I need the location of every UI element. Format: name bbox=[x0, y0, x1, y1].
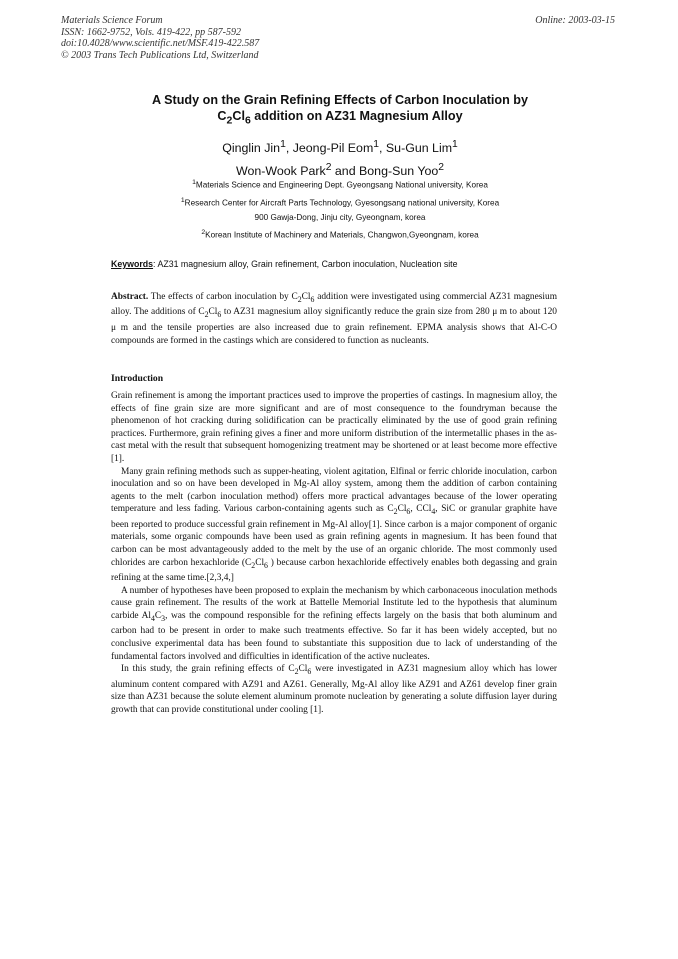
affiliation-4: $^2$Korean Institute of Machinery and Materials, Changwon,Gyeongnam, korea bbox=[201, 228, 479, 240]
affiliation-3: 900 Gawja-Dong, Jinju city, Gyeongnam, korea bbox=[254, 213, 426, 223]
author-list bbox=[90, 135, 590, 181]
intro-paragraph-4: In this study, the grain refining effects of $C_2Cl_6$ were investigated in AZ31 magnesium alloy which has lower aluminum content compared with AZ91 and AZ61. Generally, Mg-Al alloy like AZ91 and AZ61 develop finer grain size than AZ31 because the solute element aluminum promote nucleation by generating a solute diffusion layer during growth that can provide constitutional under cooling [1]. bbox=[111, 664, 557, 715]
introduction-heading: Introduction bbox=[111, 373, 164, 384]
keywords bbox=[111, 258, 566, 270]
copyright-line: © 2003 Trans Tech Publications Ltd, Switzerland bbox=[61, 49, 259, 61]
affiliation-2: $^1$Research Center for Aircraft Parts Technology, Gyesongsang national university, Korea bbox=[180, 196, 500, 208]
title-line-2: $C_2Cl_6$ addition on AZ31 Magnesium Alloy bbox=[217, 109, 463, 127]
introduction-body bbox=[111, 390, 557, 716]
intro-paragraph-1: Grain refinement is among the important practices used to improve the properties of castings. In magnesium alloy, the effects of fine grain size are more significant and are of most consequence to the foundryman because the phenomenon of hot cracking during solidification can be practically eliminated by the use of good grain refining practices. Furthermore, grain refining gives a finer and more uniform distribution of the intermetallic phases in the as-cast metal with the result that subsequent homogenizing treatment may be shortened or at least become more effective [1]. bbox=[111, 391, 557, 464]
affiliations bbox=[80, 176, 600, 243]
journal-name: Materials Science Forum bbox=[61, 15, 163, 26]
doi-line: doi:10.4028/www.scientific.net/MSF.419-422.587 bbox=[61, 38, 260, 49]
title-line-1: A Study on the Grain Refining Effects of Carbon Inoculation by bbox=[152, 93, 528, 107]
online-date: Online: 2003-03-15 bbox=[535, 15, 615, 26]
intro-paragraph-3: A number of hypotheses have been proposed to explain the mechanism by which carbonaceous inoculation methods cause grain refinement. The results of the work at Battelle Memorial Institute led to the hypothesis that aluminum carbide $Al_4C_3$, was the compound responsible for the refining effects largely on the basis that both aluminum and carbon had to be present in order to make such treatments effective. So far it has been widely accepted, but no conclusive experimental data has been found to substantiate this supposition due to lack of understanding of the fundamental factors involved and difficulties in identification of the active nucleates. bbox=[111, 585, 557, 662]
paper-title bbox=[90, 92, 590, 129]
authors-line-2: Won-Wook Park$^2$ and Bong-Sun Yoo$^2$ bbox=[235, 162, 445, 179]
keywords-label: Keywords bbox=[111, 259, 154, 269]
keywords-text: : AZ31 magnesium alloy, Grain refinement, Carbon inoculation, Nucleation site bbox=[153, 259, 458, 269]
journal-header bbox=[61, 15, 259, 61]
abstract: Abstract. The effects of carbon inoculation by $C_2Cl_6$ addition were investigated using commercial AZ31 magnesium alloy. The additions of $C_2Cl_6$ to AZ31 magnesium alloy significantly reduce the grain size from 280 μ m to about 120 μ m and the tensile properties are also increased due to grain refinement. EPMA analysis shows that Al-C-O compounds are formed in the castings which are considered to function as nucleants. bbox=[111, 292, 557, 346]
abstract-label: Abstract. bbox=[111, 292, 149, 302]
intro-paragraph-2: Many grain refining methods such as supper-heating, violent agitation, Elfinal or ferric chloride inoculation, carbon inoculation and so on have been developed in Mg-Al alloy system, among them the addition of carbon containing agents to the melt (carbon inoculation method) offers more practical advantages because of the lower operating temperature and less fading. Various carbon-containing agents such as $C_2Cl_6$, CCl$_4$, SiC or granular graphite have been reported to produce successful grain refinement in Mg-Al alloy[1]. Since carbon is a major component of organic materials, some organic compounds have been used as grain refining agents in magnesium. It has been found that carbon can be most advantageously added to the melt by the use of an organic chloride. The most commonly used chlorides are carbon hexachloride ($C_2Cl_6$ ) because carbon hexachloride effectively enables both degassing and grain refining at the same time.[2,3,4,] bbox=[111, 466, 558, 584]
affiliation-1: $^1$Materials Science and Engineering Dept. Gyeongsang National university, Korea bbox=[192, 179, 488, 190]
issn-line: ISSN: 1662-9752, Vols. 419-422, pp 587-592 bbox=[61, 26, 241, 38]
authors-line-1: Qinglin Jin$^1$, Jeong-Pil Eom$^1$, Su-Gun Lim$^1$ bbox=[222, 139, 458, 156]
